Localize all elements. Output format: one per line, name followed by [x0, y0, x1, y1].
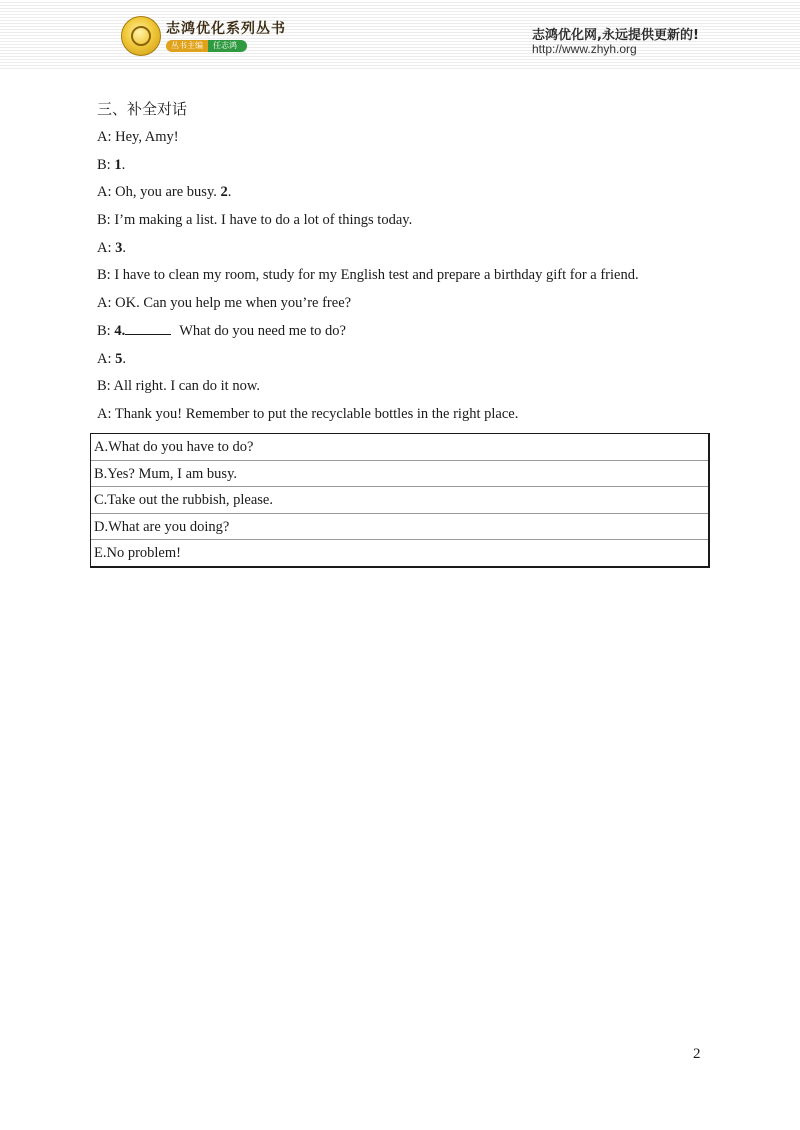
line-text: All right. I can do it now.	[113, 378, 260, 395]
option-item: B.Yes? Mum, I am busy.	[91, 461, 708, 488]
dialogue-line	[97, 179, 717, 207]
section-title: 三、补全对话	[97, 100, 188, 118]
speaker: A:	[97, 129, 116, 145]
blank-period: .	[121, 322, 126, 339]
speaker: B:	[97, 156, 115, 173]
dialogue-line	[97, 152, 717, 180]
speaker: A:	[97, 295, 116, 312]
dialogue-list	[97, 124, 717, 429]
speaker: B:	[97, 378, 114, 395]
seal-logo-icon	[121, 16, 161, 56]
page-number: 2	[693, 1046, 701, 1062]
dialogue-line	[97, 235, 717, 263]
blank-number: 3	[115, 239, 123, 256]
blank-number: 5	[115, 350, 123, 367]
line-text: I have to clean my room, study for my English test and prepare a birthday gift for a friend.	[114, 267, 639, 284]
dialogue-line	[97, 262, 717, 290]
editor-name: 任志鸿	[208, 40, 247, 52]
dialogue-line	[97, 124, 717, 152]
speaker: A:	[97, 184, 116, 201]
page-header	[0, 0, 800, 70]
line-text: Hey, Amy!	[115, 129, 179, 145]
blank-number: 4	[114, 322, 122, 339]
series-title: 志鸿优化系列丛书	[166, 21, 286, 37]
dialogue-line	[97, 401, 717, 429]
speaker: B:	[97, 267, 115, 284]
answer-blank-line	[125, 322, 171, 335]
line-text: Oh, you are busy.	[115, 184, 221, 201]
dialogue-line	[97, 373, 717, 401]
blank-number: 1	[114, 156, 122, 173]
editor-badge	[166, 40, 247, 52]
site-url: http://www.zhyh.org	[532, 42, 637, 56]
line-text: OK. Can you help me when you’re free?	[115, 295, 352, 312]
blank-period: .	[122, 350, 126, 367]
speaker: B:	[97, 212, 115, 229]
blank-period: .	[122, 239, 126, 256]
option-item: A.What do you have to do?	[91, 434, 708, 461]
line-text: Thank you! Remember to put the recyclable bottles in the right place.	[114, 405, 519, 422]
site-slogan: 志鸿优化网,永远提供更新的!	[532, 28, 699, 43]
dialogue-line	[97, 207, 717, 235]
blank-period: .	[121, 156, 126, 173]
speaker: B:	[97, 322, 115, 339]
dialogue-line	[97, 318, 717, 346]
speaker: A:	[97, 239, 116, 256]
line-text: What do you need me to do?	[179, 322, 346, 339]
option-item: E.No problem!	[94, 545, 181, 562]
option-item: D.What are you doing?	[91, 514, 708, 541]
line-text: I’m making a list. I have to do a lot of things today.	[114, 212, 413, 229]
option-item: C.Take out the rubbish, please.	[91, 487, 708, 514]
options-box	[90, 433, 710, 568]
dialogue-line	[97, 346, 717, 374]
blank-number: 2	[220, 184, 228, 201]
editor-role: 丛书主编	[166, 40, 208, 52]
speaker: A:	[97, 405, 115, 422]
blank-period: .	[227, 184, 232, 201]
speaker: A:	[97, 350, 116, 367]
dialogue-line	[97, 290, 717, 318]
